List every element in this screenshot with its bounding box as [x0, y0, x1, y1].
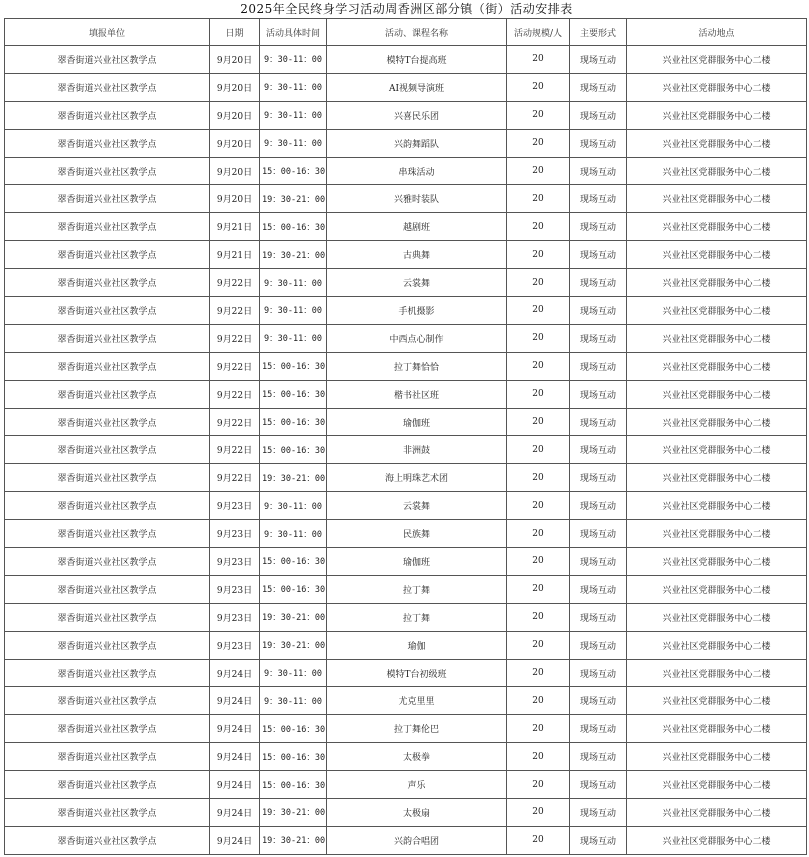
cell-date: 9月22日	[210, 436, 260, 464]
cell-size: 20	[507, 464, 570, 492]
cell-location: 兴业社区党群服务中心二楼	[627, 101, 807, 129]
cell-location: 兴业社区党群服务中心二楼	[627, 743, 807, 771]
cell-time: 15：00-16：30	[260, 352, 327, 380]
cell-date: 9月23日	[210, 631, 260, 659]
cell-size: 20	[507, 715, 570, 743]
cell-unit: 翠香街道兴业社区教学点	[5, 799, 210, 827]
cell-size: 20	[507, 659, 570, 687]
cell-size: 20	[507, 380, 570, 408]
header-name: 活动、课程名称	[327, 19, 507, 46]
table-row	[5, 631, 807, 659]
cell-date: 9月23日	[210, 575, 260, 603]
header-row	[5, 19, 807, 46]
table-row	[5, 464, 807, 492]
table-row	[5, 297, 807, 325]
cell-form: 现场互动	[570, 101, 627, 129]
cell-activity-name: 串珠活动	[327, 157, 507, 185]
cell-form: 现场互动	[570, 324, 627, 352]
cell-time: 9：30-11：00	[260, 269, 327, 297]
cell-location: 兴业社区党群服务中心二楼	[627, 548, 807, 576]
cell-activity-name: 越剧班	[327, 213, 507, 241]
cell-size: 20	[507, 185, 570, 213]
cell-location: 兴业社区党群服务中心二楼	[627, 297, 807, 325]
table-row	[5, 157, 807, 185]
cell-date: 9月24日	[210, 743, 260, 771]
cell-activity-name: 手机摄影	[327, 297, 507, 325]
cell-date: 9月22日	[210, 269, 260, 297]
cell-unit: 翠香街道兴业社区教学点	[5, 743, 210, 771]
cell-form: 现场互动	[570, 129, 627, 157]
cell-date: 9月23日	[210, 603, 260, 631]
cell-date: 9月20日	[210, 157, 260, 185]
table-row	[5, 352, 807, 380]
cell-location: 兴业社区党群服务中心二楼	[627, 575, 807, 603]
cell-form: 现场互动	[570, 743, 627, 771]
cell-time: 15：00-16：30	[260, 771, 327, 799]
cell-unit: 翠香街道兴业社区教学点	[5, 213, 210, 241]
table-row	[5, 408, 807, 436]
header-time: 活动具体时间	[260, 19, 327, 46]
cell-location: 兴业社区党群服务中心二楼	[627, 687, 807, 715]
cell-activity-name: 兴韵舞蹈队	[327, 129, 507, 157]
cell-form: 现场互动	[570, 687, 627, 715]
cell-activity-name: 拉丁舞	[327, 603, 507, 631]
cell-size: 20	[507, 548, 570, 576]
header-size: 活动规模/人	[507, 19, 570, 46]
table-row	[5, 380, 807, 408]
cell-location: 兴业社区党群服务中心二楼	[627, 324, 807, 352]
cell-activity-name: 瑜伽班	[327, 548, 507, 576]
cell-unit: 翠香街道兴业社区教学点	[5, 464, 210, 492]
cell-time: 9：30-11：00	[260, 46, 327, 74]
table-row	[5, 771, 807, 799]
cell-date: 9月24日	[210, 771, 260, 799]
cell-size: 20	[507, 603, 570, 631]
cell-location: 兴业社区党群服务中心二楼	[627, 771, 807, 799]
cell-date: 9月24日	[210, 715, 260, 743]
cell-unit: 翠香街道兴业社区教学点	[5, 73, 210, 101]
cell-location: 兴业社区党群服务中心二楼	[627, 46, 807, 74]
cell-location: 兴业社区党群服务中心二楼	[627, 603, 807, 631]
cell-time: 19：30-21：00	[260, 185, 327, 213]
cell-time: 9：30-11：00	[260, 297, 327, 325]
cell-location: 兴业社区党群服务中心二楼	[627, 715, 807, 743]
cell-size: 20	[507, 743, 570, 771]
cell-date: 9月22日	[210, 352, 260, 380]
table-row	[5, 492, 807, 520]
header-form: 主要形式	[570, 19, 627, 46]
table-row	[5, 799, 807, 827]
cell-location: 兴业社区党群服务中心二楼	[627, 352, 807, 380]
cell-date: 9月20日	[210, 46, 260, 74]
cell-date: 9月24日	[210, 687, 260, 715]
cell-activity-name: 兴雅时装队	[327, 185, 507, 213]
cell-time: 15：00-16：30	[260, 380, 327, 408]
cell-activity-name: 拉丁舞	[327, 575, 507, 603]
cell-form: 现场互动	[570, 352, 627, 380]
cell-location: 兴业社区党群服务中心二楼	[627, 380, 807, 408]
cell-unit: 翠香街道兴业社区教学点	[5, 715, 210, 743]
table-row	[5, 659, 807, 687]
cell-time: 19：30-21：00	[260, 826, 327, 854]
cell-date: 9月20日	[210, 73, 260, 101]
cell-location: 兴业社区党群服务中心二楼	[627, 73, 807, 101]
cell-unit: 翠香街道兴业社区教学点	[5, 324, 210, 352]
table-row	[5, 73, 807, 101]
cell-unit: 翠香街道兴业社区教学点	[5, 687, 210, 715]
cell-activity-name: 声乐	[327, 771, 507, 799]
cell-form: 现场互动	[570, 548, 627, 576]
cell-activity-name: 模特T台初级班	[327, 659, 507, 687]
cell-date: 9月23日	[210, 492, 260, 520]
cell-form: 现场互动	[570, 826, 627, 854]
cell-location: 兴业社区党群服务中心二楼	[627, 520, 807, 548]
cell-date: 9月22日	[210, 324, 260, 352]
cell-activity-name: 兴韵合唱团	[327, 826, 507, 854]
cell-unit: 翠香街道兴业社区教学点	[5, 408, 210, 436]
cell-date: 9月23日	[210, 520, 260, 548]
cell-size: 20	[507, 46, 570, 74]
cell-form: 现场互动	[570, 799, 627, 827]
cell-activity-name: 太极拳	[327, 743, 507, 771]
cell-form: 现场互动	[570, 241, 627, 269]
cell-location: 兴业社区党群服务中心二楼	[627, 799, 807, 827]
cell-size: 20	[507, 492, 570, 520]
cell-time: 9：30-11：00	[260, 101, 327, 129]
table-row	[5, 185, 807, 213]
cell-size: 20	[507, 799, 570, 827]
cell-date: 9月21日	[210, 213, 260, 241]
cell-time: 15：00-16：30	[260, 157, 327, 185]
cell-form: 现场互动	[570, 464, 627, 492]
cell-date: 9月20日	[210, 185, 260, 213]
cell-time: 9：30-11：00	[260, 659, 327, 687]
cell-location: 兴业社区党群服务中心二楼	[627, 826, 807, 854]
cell-activity-name: 拉丁舞恰恰	[327, 352, 507, 380]
table-row	[5, 715, 807, 743]
cell-time: 19：30-21：00	[260, 603, 327, 631]
cell-time: 15：00-16：30	[260, 548, 327, 576]
cell-activity-name: 云裳舞	[327, 492, 507, 520]
cell-form: 现场互动	[570, 213, 627, 241]
table-row	[5, 213, 807, 241]
cell-activity-name: 兴喜民乐团	[327, 101, 507, 129]
cell-location: 兴业社区党群服务中心二楼	[627, 492, 807, 520]
header-unit: 填报单位	[5, 19, 210, 46]
cell-location: 兴业社区党群服务中心二楼	[627, 631, 807, 659]
cell-time: 9：30-11：00	[260, 324, 327, 352]
cell-unit: 翠香街道兴业社区教学点	[5, 631, 210, 659]
cell-date: 9月24日	[210, 659, 260, 687]
cell-form: 现场互动	[570, 771, 627, 799]
cell-form: 现场互动	[570, 603, 627, 631]
cell-unit: 翠香街道兴业社区教学点	[5, 269, 210, 297]
header-date: 日期	[210, 19, 260, 46]
cell-location: 兴业社区党群服务中心二楼	[627, 241, 807, 269]
table-row	[5, 269, 807, 297]
cell-form: 现场互动	[570, 157, 627, 185]
cell-size: 20	[507, 575, 570, 603]
cell-size: 20	[507, 324, 570, 352]
cell-date: 9月22日	[210, 464, 260, 492]
cell-unit: 翠香街道兴业社区教学点	[5, 826, 210, 854]
cell-unit: 翠香街道兴业社区教学点	[5, 659, 210, 687]
cell-size: 20	[507, 520, 570, 548]
cell-location: 兴业社区党群服务中心二楼	[627, 436, 807, 464]
cell-size: 20	[507, 157, 570, 185]
table-row	[5, 520, 807, 548]
cell-size: 20	[507, 408, 570, 436]
cell-unit: 翠香街道兴业社区教学点	[5, 297, 210, 325]
cell-unit: 翠香街道兴业社区教学点	[5, 520, 210, 548]
cell-time: 15：00-16：30	[260, 213, 327, 241]
cell-activity-name: 民族舞	[327, 520, 507, 548]
cell-form: 现场互动	[570, 46, 627, 74]
cell-activity-name: 中西点心制作	[327, 324, 507, 352]
table-row	[5, 687, 807, 715]
table-row	[5, 101, 807, 129]
cell-location: 兴业社区党群服务中心二楼	[627, 129, 807, 157]
cell-unit: 翠香街道兴业社区教学点	[5, 129, 210, 157]
cell-size: 20	[507, 101, 570, 129]
cell-time: 15：00-16：30	[260, 575, 327, 603]
cell-form: 现场互动	[570, 631, 627, 659]
cell-size: 20	[507, 241, 570, 269]
cell-activity-name: 太极扇	[327, 799, 507, 827]
cell-form: 现场互动	[570, 408, 627, 436]
cell-size: 20	[507, 269, 570, 297]
cell-time: 9：30-11：00	[260, 73, 327, 101]
cell-time: 15：00-16：30	[260, 408, 327, 436]
cell-date: 9月21日	[210, 241, 260, 269]
cell-size: 20	[507, 73, 570, 101]
cell-time: 19：30-21：00	[260, 241, 327, 269]
cell-unit: 翠香街道兴业社区教学点	[5, 603, 210, 631]
cell-location: 兴业社区党群服务中心二楼	[627, 213, 807, 241]
cell-unit: 翠香街道兴业社区教学点	[5, 46, 210, 74]
cell-activity-name: 瑜伽	[327, 631, 507, 659]
header-location: 活动地点	[627, 19, 807, 46]
table-body	[5, 46, 807, 855]
cell-date: 9月22日	[210, 380, 260, 408]
table-row	[5, 548, 807, 576]
cell-time: 9：30-11：00	[260, 492, 327, 520]
cell-location: 兴业社区党群服务中心二楼	[627, 157, 807, 185]
cell-date: 9月22日	[210, 297, 260, 325]
cell-activity-name: 楷书社区班	[327, 380, 507, 408]
cell-unit: 翠香街道兴业社区教学点	[5, 436, 210, 464]
cell-time: 9：30-11：00	[260, 129, 327, 157]
cell-unit: 翠香街道兴业社区教学点	[5, 575, 210, 603]
cell-size: 20	[507, 436, 570, 464]
cell-form: 现场互动	[570, 73, 627, 101]
cell-size: 20	[507, 129, 570, 157]
cell-form: 现场互动	[570, 269, 627, 297]
table-row	[5, 743, 807, 771]
cell-location: 兴业社区党群服务中心二楼	[627, 269, 807, 297]
cell-size: 20	[507, 687, 570, 715]
cell-date: 9月24日	[210, 826, 260, 854]
cell-size: 20	[507, 352, 570, 380]
schedule-table	[4, 18, 807, 855]
cell-location: 兴业社区党群服务中心二楼	[627, 659, 807, 687]
cell-activity-name: 云裳舞	[327, 269, 507, 297]
table-row	[5, 241, 807, 269]
cell-time: 19：30-21：00	[260, 799, 327, 827]
cell-unit: 翠香街道兴业社区教学点	[5, 380, 210, 408]
cell-unit: 翠香街道兴业社区教学点	[5, 101, 210, 129]
cell-form: 现场互动	[570, 380, 627, 408]
cell-time: 19：30-21：00	[260, 464, 327, 492]
cell-activity-name: 尤克里里	[327, 687, 507, 715]
cell-form: 现场互动	[570, 520, 627, 548]
cell-date: 9月20日	[210, 129, 260, 157]
cell-size: 20	[507, 771, 570, 799]
cell-form: 现场互动	[570, 659, 627, 687]
cell-date: 9月20日	[210, 101, 260, 129]
table-row	[5, 826, 807, 854]
cell-time: 9：30-11：00	[260, 520, 327, 548]
cell-activity-name: 拉丁舞伦巴	[327, 715, 507, 743]
cell-time: 19：30-21：00	[260, 631, 327, 659]
cell-unit: 翠香街道兴业社区教学点	[5, 492, 210, 520]
cell-size: 20	[507, 631, 570, 659]
cell-date: 9月23日	[210, 548, 260, 576]
cell-unit: 翠香街道兴业社区教学点	[5, 771, 210, 799]
cell-activity-name: AI视频导演班	[327, 73, 507, 101]
cell-form: 现场互动	[570, 297, 627, 325]
cell-location: 兴业社区党群服务中心二楼	[627, 464, 807, 492]
table-row	[5, 324, 807, 352]
cell-date: 9月22日	[210, 408, 260, 436]
cell-unit: 翠香街道兴业社区教学点	[5, 352, 210, 380]
cell-activity-name: 模特T台提高班	[327, 46, 507, 74]
cell-time: 9：30-11：00	[260, 687, 327, 715]
cell-activity-name: 古典舞	[327, 241, 507, 269]
cell-unit: 翠香街道兴业社区教学点	[5, 185, 210, 213]
cell-activity-name: 非洲鼓	[327, 436, 507, 464]
cell-form: 现场互动	[570, 575, 627, 603]
table-row	[5, 603, 807, 631]
cell-time: 15：00-16：30	[260, 743, 327, 771]
cell-form: 现场互动	[570, 185, 627, 213]
cell-size: 20	[507, 297, 570, 325]
cell-activity-name: 瑜伽班	[327, 408, 507, 436]
cell-time: 15：00-16：30	[260, 715, 327, 743]
cell-time: 15：00-16：30	[260, 436, 327, 464]
cell-unit: 翠香街道兴业社区教学点	[5, 548, 210, 576]
table-row	[5, 575, 807, 603]
cell-size: 20	[507, 826, 570, 854]
cell-unit: 翠香街道兴业社区教学点	[5, 157, 210, 185]
page-title: 2025年全民终身学习活动周香洲区部分镇（街）活动安排表	[240, 2, 573, 16]
cell-unit: 翠香街道兴业社区教学点	[5, 241, 210, 269]
table-row	[5, 129, 807, 157]
cell-form: 现场互动	[570, 436, 627, 464]
cell-form: 现场互动	[570, 715, 627, 743]
cell-date: 9月24日	[210, 799, 260, 827]
table-row	[5, 436, 807, 464]
cell-activity-name: 海上明珠艺术团	[327, 464, 507, 492]
cell-size: 20	[507, 213, 570, 241]
cell-location: 兴业社区党群服务中心二楼	[627, 185, 807, 213]
cell-location: 兴业社区党群服务中心二楼	[627, 408, 807, 436]
cell-form: 现场互动	[570, 492, 627, 520]
table-row	[5, 46, 807, 74]
